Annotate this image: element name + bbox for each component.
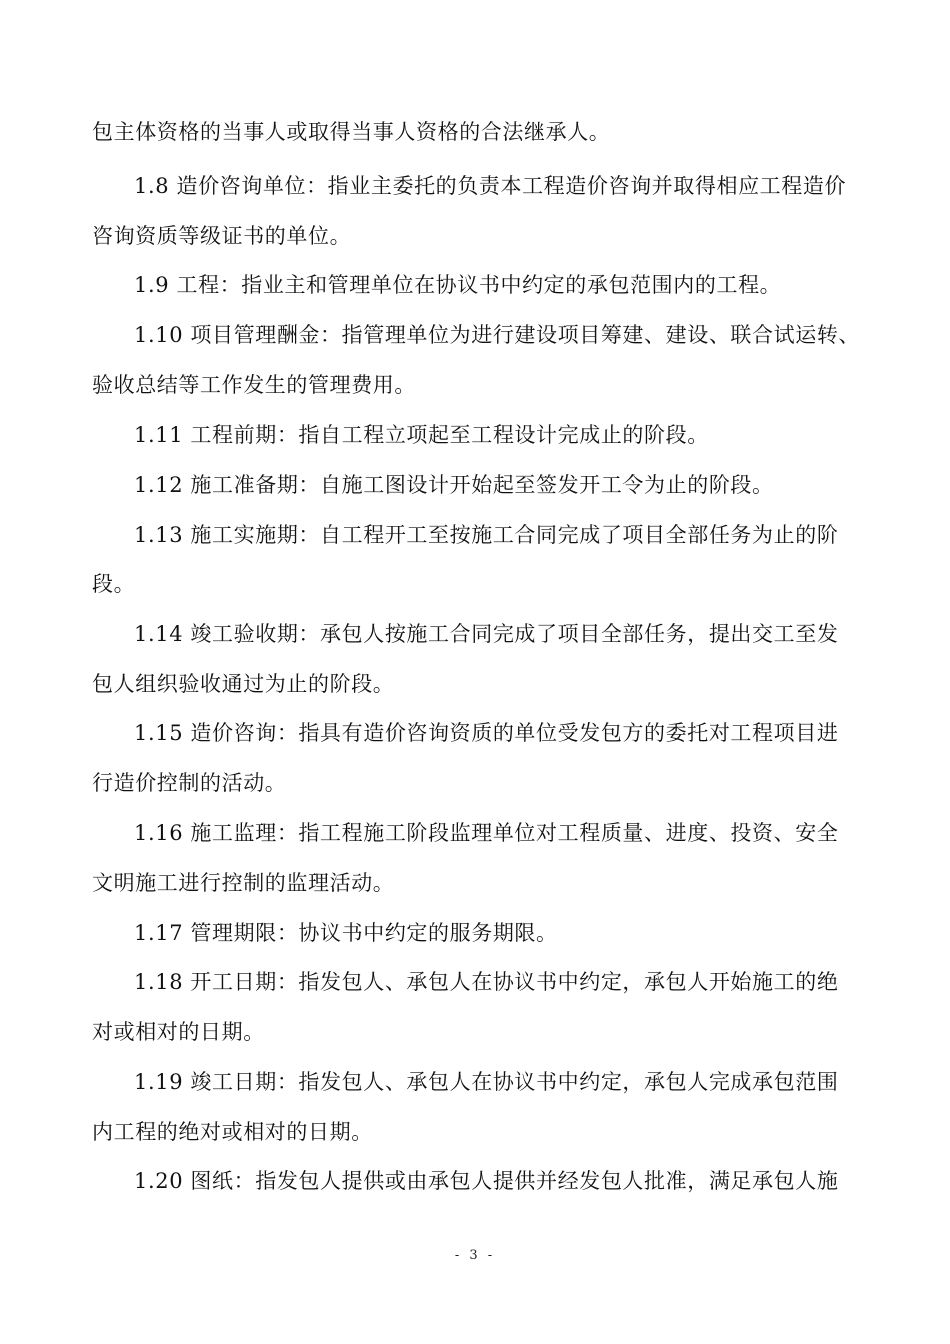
clause-1-14-line-2: 包人组织验收通过为止的阶段。	[92, 672, 395, 696]
clause-1-13-line-2: 段。	[92, 572, 136, 596]
clause-1-15-line-1: 1.15 造价咨询：指具有造价咨询资质的单位受发包方的委托对工程项目进	[134, 721, 839, 745]
page-number: - 3 -	[454, 1248, 496, 1263]
clause-1-10-line-1: 1.10 项目管理酬金：指管理单位为进行建设项目筹建、建设、联合试运转、	[134, 323, 861, 347]
clause-1-19-line-1: 1.19 竣工日期：指发包人、承包人在协议书中约定，承包人完成承包范围	[134, 1070, 839, 1094]
clause-1-11-line-1: 1.11 工程前期：指自工程立项起至工程设计完成止的阶段。	[134, 423, 709, 447]
clause-1-12-line-1: 1.12 施工准备期：自施工图设计开始起至签发开工令为止的阶段。	[134, 473, 774, 497]
paragraph-continuation-line: 包主体资格的当事人或取得当事人资格的合法继承人。	[92, 120, 611, 144]
clause-1-9-line-1: 1.9 工程：指业主和管理单位在协议书中约定的承包范围内的工程。	[134, 273, 782, 297]
clause-1-14-line-1: 1.14 竣工验收期：承包人按施工合同完成了项目全部任务，提出交工至发	[134, 622, 839, 646]
clause-1-20-line-1: 1.20 图纸：指发包人提供或由承包人提供并经发包人批准，满足承包人施	[134, 1169, 839, 1193]
clause-1-8-line-2: 咨询资质等级证书的单位。	[92, 224, 352, 248]
clause-1-19-line-2: 内工程的绝对或相对的日期。	[92, 1120, 373, 1144]
clause-1-15-line-2: 行造价控制的活动。	[92, 771, 287, 795]
clause-1-8-line-1: 1.8 造价咨询单位：指业主委托的负责本工程造价咨询并取得相应工程造价	[134, 174, 847, 198]
clause-1-18-line-1: 1.18 开工日期：指发包人、承包人在协议书中约定，承包人开始施工的绝	[134, 970, 839, 994]
clause-1-10-line-2: 验收总结等工作发生的管理费用。	[92, 373, 416, 397]
clause-1-16-line-1: 1.16 施工监理：指工程施工阶段监理单位对工程质量、进度、投资、安全	[134, 821, 839, 845]
clause-1-16-line-2: 文明施工进行控制的监理活动。	[92, 871, 395, 895]
clause-1-17-line-1: 1.17 管理期限：协议书中约定的服务期限。	[134, 921, 558, 945]
clause-1-13-line-1: 1.13 施工实施期：自工程开工至按施工合同完成了项目全部任务为止的阶	[134, 523, 839, 547]
clause-1-18-line-2: 对或相对的日期。	[92, 1020, 265, 1044]
